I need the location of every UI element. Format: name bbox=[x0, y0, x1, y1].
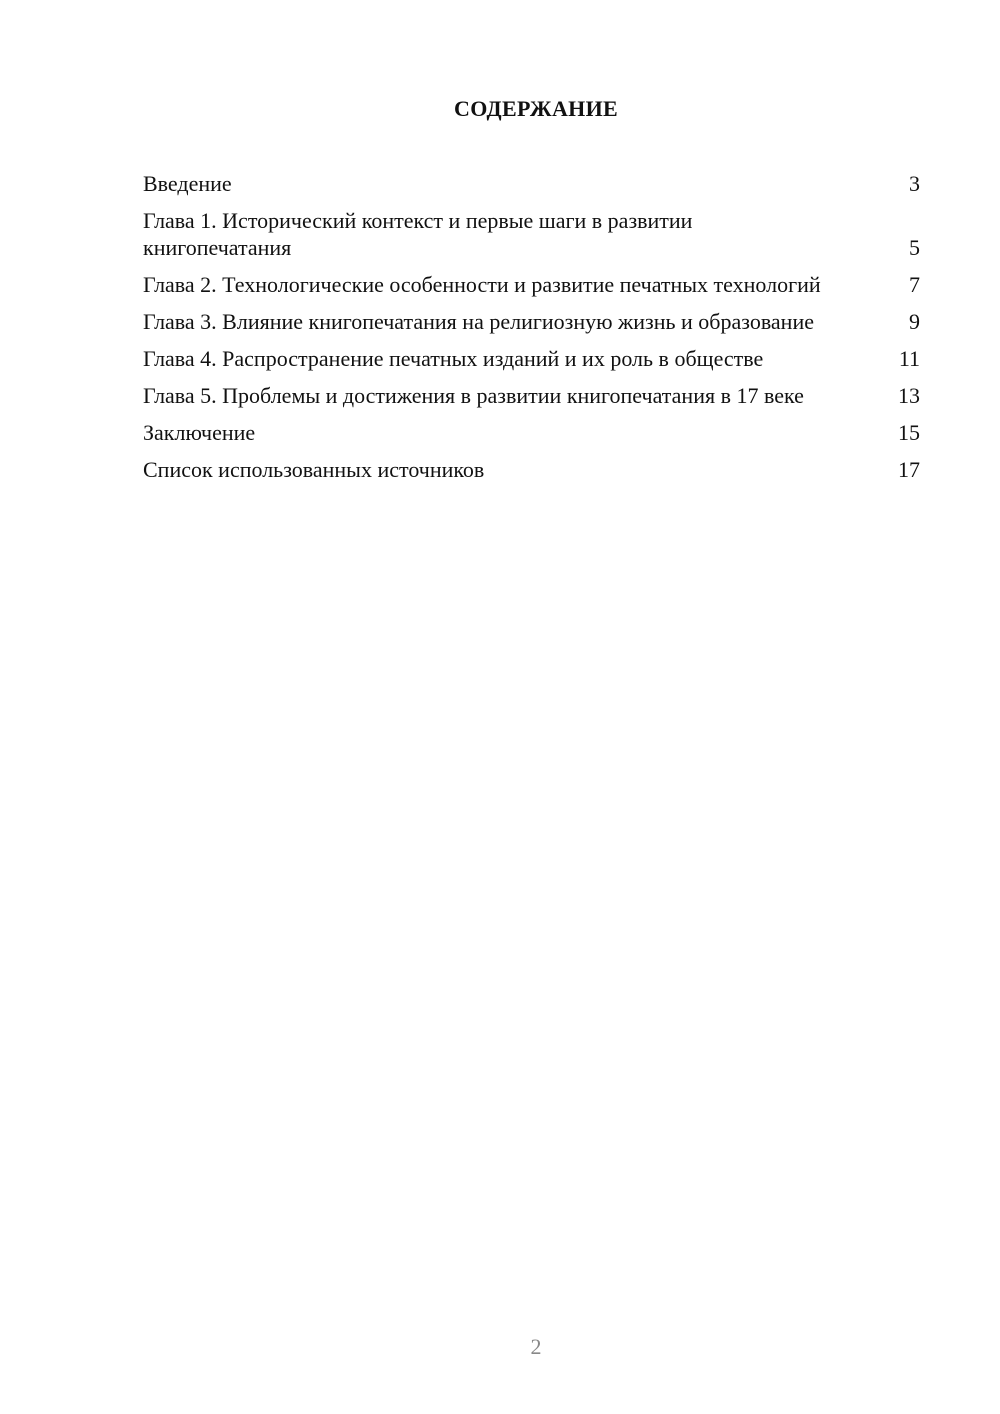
toc-entry-page-number: 7 bbox=[909, 272, 920, 297]
page-title: СОДЕРЖАНИЕ bbox=[454, 96, 618, 121]
toc-entry-title: Глава 3. Влияние книгопечатания на религиозную жизнь и образование bbox=[143, 309, 814, 334]
toc-entry-page-number: 5 bbox=[909, 235, 920, 260]
toc-entry-page-number: 9 bbox=[909, 309, 920, 334]
toc-entry-title: Список использованных источников bbox=[143, 457, 485, 482]
toc-entry-title: Глава 1. Исторический контекст и первые шаги в развитии книгопечатания bbox=[143, 208, 693, 260]
toc-entry-title: Введение bbox=[143, 171, 232, 196]
toc-entry-page-number: 13 bbox=[898, 383, 920, 408]
toc-entry-chapter-1 bbox=[143, 207, 920, 261]
toc-entry-title: Глава 5. Проблемы и достижения в развитии книгопечатания в 17 веке bbox=[143, 383, 804, 408]
toc-entry-introduction bbox=[143, 170, 920, 197]
footer-page-number: 2 bbox=[530, 1334, 542, 1359]
toc-entry-page-number: 15 bbox=[898, 420, 920, 445]
toc-entry-title: Глава 2. Технологические особенности и развитие печатных технологий bbox=[143, 272, 821, 297]
table-of-contents bbox=[143, 170, 920, 493]
toc-entry-chapter-3 bbox=[143, 308, 920, 335]
toc-entry-sources bbox=[143, 456, 920, 483]
toc-entry-title: Заключение bbox=[143, 420, 256, 445]
toc-entry-page-number: 11 bbox=[898, 346, 920, 371]
toc-entry-page-number: 17 bbox=[898, 457, 920, 482]
toc-entry-page-number: 3 bbox=[909, 171, 920, 196]
toc-entry-chapter-4 bbox=[143, 345, 920, 372]
toc-entry-title: Глава 4. Распространение печатных изданий и их роль в обществе bbox=[143, 346, 764, 371]
toc-entry-conclusion bbox=[143, 419, 920, 446]
toc-entry-chapter-2 bbox=[143, 271, 920, 298]
toc-entry-chapter-5 bbox=[143, 382, 920, 409]
